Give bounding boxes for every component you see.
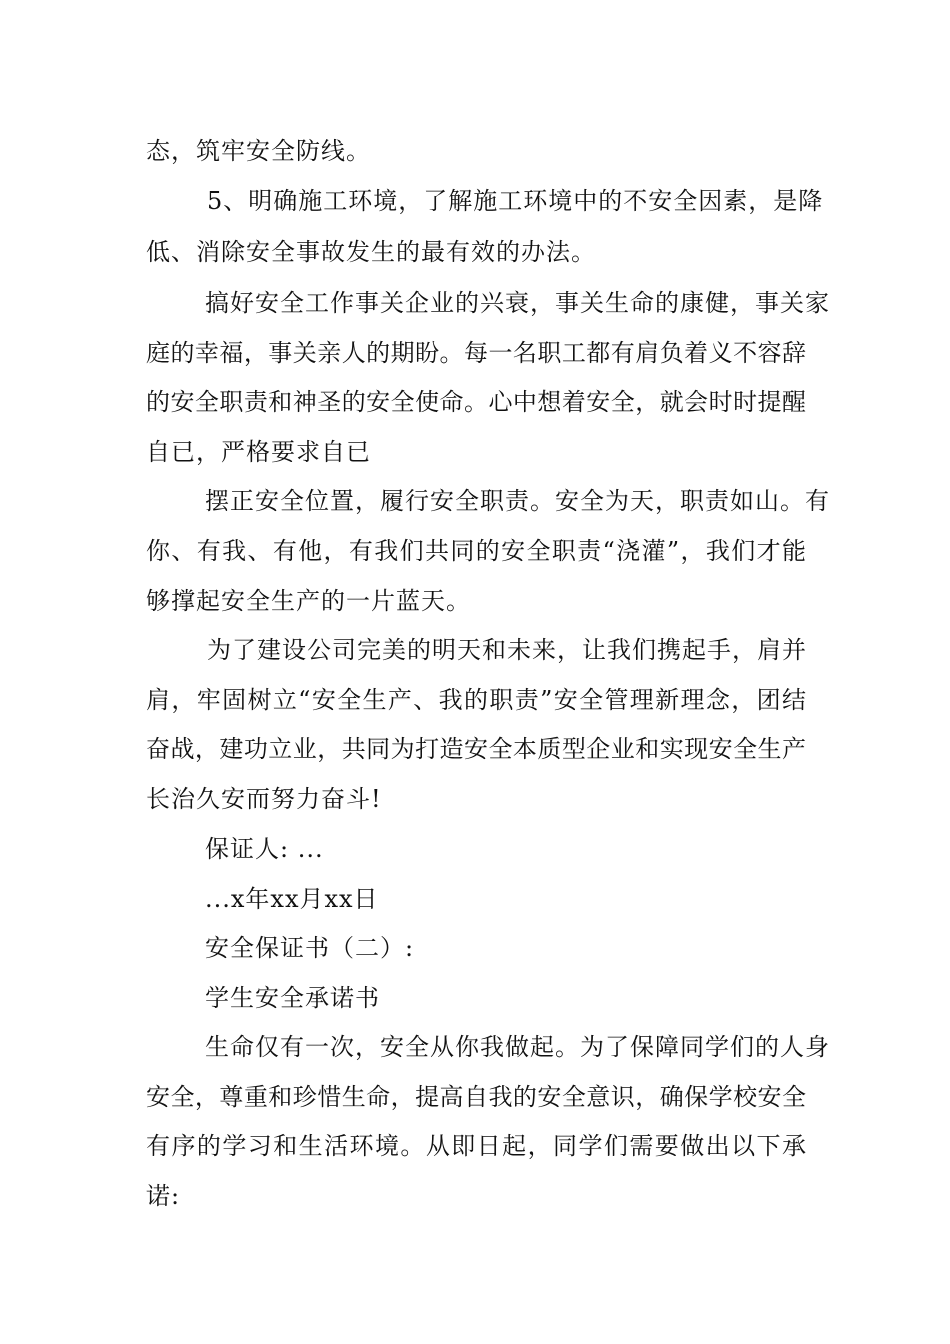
text-line: 态，筑牢安全防线。 (146, 137, 371, 165)
date-line: ...x年xx月xx日 (205, 885, 379, 913)
text-line: 为了建设公司完美的明天和未来，让我们携起手，肩并 (207, 636, 807, 664)
text-line: 奋战，建功立业，共同为打造安全本质型企业和实现安全生产 (146, 735, 806, 763)
text-line: 低、消除安全事故发生的最有效的办法。 (146, 238, 596, 266)
text-line: 够撑起安全生产的一片蓝天。 (146, 587, 471, 615)
text-line: 安全，尊重和珍惜生命，提高自我的安全意识，确保学校安全 (146, 1083, 806, 1111)
text-line: 的安全职责和神圣的安全使命。心中想着安全，就会时时提醒 (146, 388, 806, 416)
text-line: 搞好安全工作事关企业的兴衰，事关生命的康健，事关家 (205, 289, 830, 317)
signatory-line: 保证人: ... (205, 835, 324, 863)
section-heading: 安全保证书（二）: (205, 934, 415, 962)
text-line: 生命仅有一次，安全从你我做起。为了保障同学们的人身 (205, 1033, 830, 1061)
text-line: 诺: (146, 1182, 181, 1210)
text-line: 自已，严格要求自已 (146, 438, 371, 466)
text-line: 庭的幸福，事关亲人的期盼。每一名职工都有肩负着义不容辞 (146, 339, 806, 367)
section-title: 学生安全承诺书 (205, 984, 380, 1012)
text-line: 长治久安而努力奋斗! (146, 785, 382, 813)
text-line: 有序的学习和生活环境。从即日起，同学们需要做出以下承 (146, 1132, 806, 1160)
text-line: 5、明确施工环境，了解施工环境中的不安全因素，是降 (207, 187, 824, 215)
text-line: 你、有我、有他，有我们共同的安全职责“浇灌”，我们才能 (146, 537, 806, 565)
text-line: 肩，牢固树立“安全生产、我的职责”安全管理新理念，团结 (146, 686, 806, 714)
text-line: 摆正安全位置，履行安全职责。安全为天，职责如山。有 (205, 487, 830, 515)
